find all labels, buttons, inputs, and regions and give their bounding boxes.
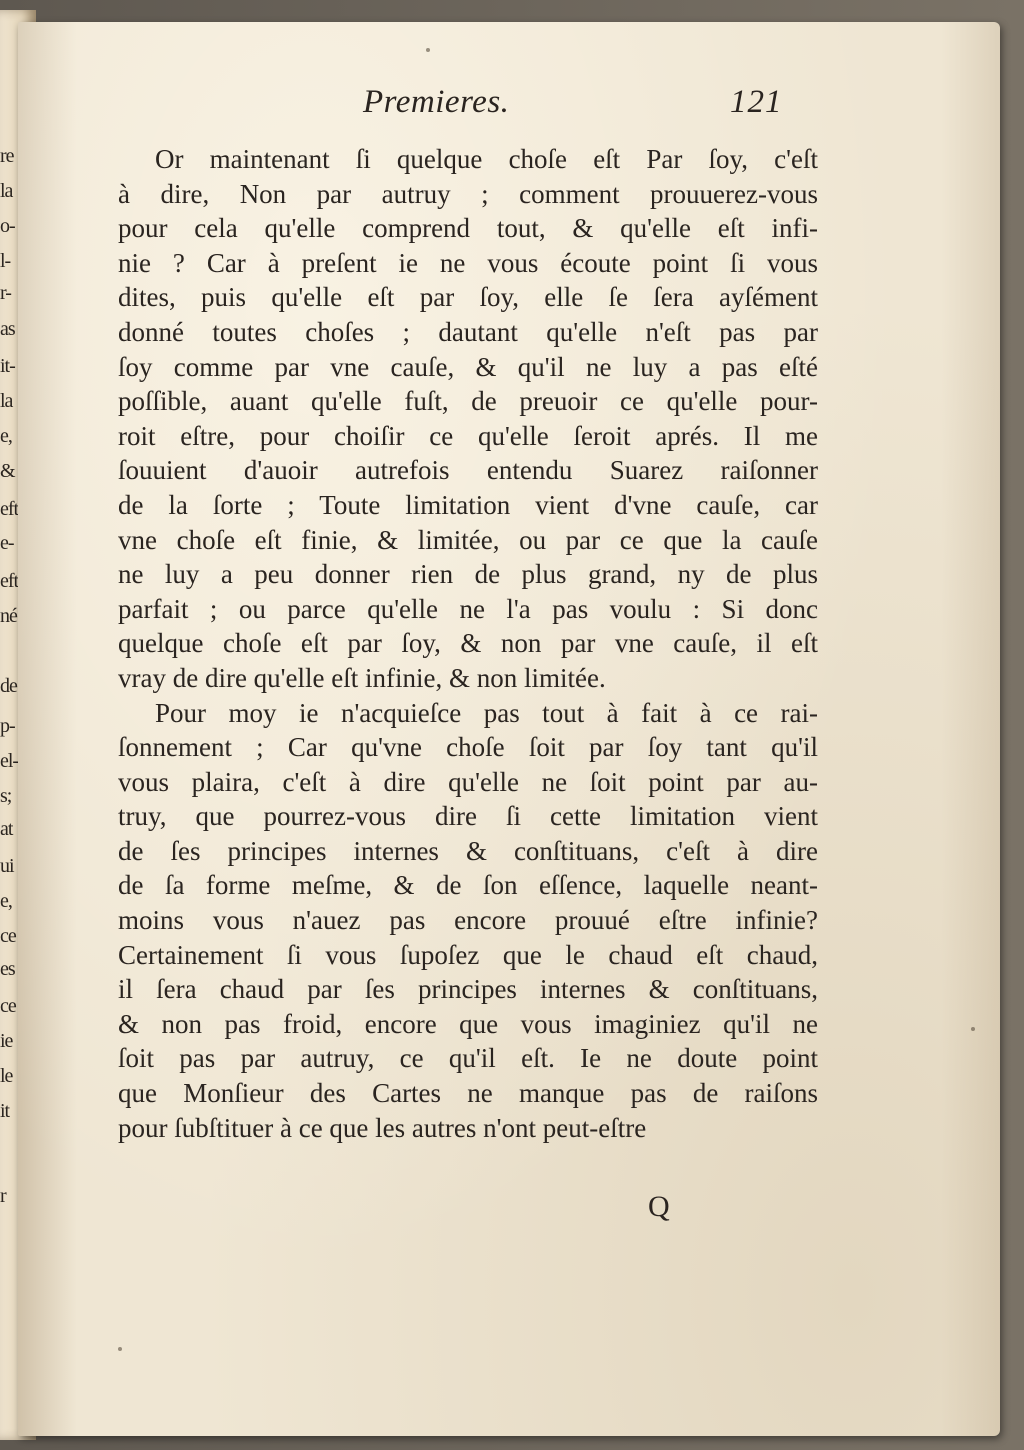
facing-page-fragment: la [0,180,13,202]
facing-page-fragment: e, [0,890,12,912]
paper-speck [971,1027,975,1031]
text-line: Or maintenant ſi quelque choſe eſt Par ſoy, c'eſt [155,144,818,174]
text-line: ſoy comme par vne cauſe, & qu'il ne luy a pas eſté [118,351,818,382]
text-line: quelque choſe eſt par ſoy, & non par vne cauſe, il eſt [118,628,818,659]
facing-page-fragment: eft [0,570,19,592]
facing-page-fragment: el- [0,750,19,772]
text-line: donné toutes choſes ; dautant qu'elle n'eſt pas par [118,316,818,347]
facing-page-fragment: s; [0,785,12,807]
text-line: de la ſorte ; Toute limitation vient d'vne cauſe, car [118,489,818,520]
text-line: parfait ; ou parce qu'elle ne l'a pas voulu : Si donc [118,593,818,624]
paper-speck [118,1347,122,1351]
facing-page-fragment: re [0,145,14,167]
text-line: ne luy a peu donner rien de plus grand, ny de plus [118,559,818,590]
text-line: vray de dire qu'elle eſt infinie, & non limitée. [118,662,606,693]
text-line: vous plaira, c'eſt à dire qu'elle ne ſoit point par au- [118,766,818,797]
facing-page-fragment: ui [0,855,14,877]
facing-page-fragment: r [0,1185,6,1207]
text-line: nie ? Car à preſent ie ne vous écoute point ſi vous [118,247,818,278]
paper-speck [426,48,430,52]
facing-page-fragment: ie [0,1030,13,1052]
text-line: moins vous n'auez pas encore prouué eſtre infinie? [118,905,818,936]
text-line: ſoit pas par autruy, ce qu'il eſt. Ie ne doute point [118,1043,818,1074]
facing-page-fragment: de [0,675,17,697]
text-line: de ſes principes internes & conſtituans, c'eſt à dire [118,835,818,866]
facing-page-fragment: e- [0,532,14,554]
text-line: poſſible, auant qu'elle fuſt, de preuoir ce qu'elle pour- [118,386,818,417]
book-page [18,22,1000,1436]
text-line: de ſa forme meſme, & de ſon eſſence, laquelle neant- [118,870,818,901]
text-line: & non pas froid, encore que vous imaginiez qu'il ne [118,1008,818,1039]
facing-page-fragment: p- [0,715,15,737]
facing-page-fragment: o- [0,215,15,237]
facing-page-fragment: it- [0,355,15,377]
running-head: Premieres. [363,84,510,120]
facing-page-fragment: r- [0,282,11,304]
text-line: roit eſtre, pour choiſir ce qu'elle ſeroit aprés. Il me [118,420,818,451]
body-text [118,142,818,1145]
text-line: ſonnement ; Car qu'vne choſe ſoit par ſoy tant qu'il [118,732,818,763]
page-header [18,84,1000,134]
facing-page-fragment: le [0,1065,13,1087]
facing-page-fragment: e, [0,425,12,447]
text-line: ſouuient d'auoir autrefois entendu Suarez raiſonner [118,455,818,486]
facing-page-fragment: eft [0,498,19,520]
text-line: il ſera chaud par ſes principes internes & conſtituans, [118,974,818,1005]
text-line: pour ſubſtituer à ce que les autres n'ont peut-eſtre [118,1112,647,1143]
text-line: Certainement ſi vous ſupoſez que le chaud eſt chaud, [118,939,818,970]
facing-page-fragment: as [0,318,15,340]
facing-page-fragment: la [0,390,13,412]
text-line: pour cela qu'elle comprend tout, & qu'elle eſt infi- [118,213,818,244]
text-line: à dire, Non par autruy ; comment prouuerez-vous [118,178,818,209]
text-line: dites, puis qu'elle eſt par ſoy, elle ſe ſera ayſément [118,282,818,313]
text-line: truy, que pourrez-vous dire ſi cette limitation vient [118,801,818,832]
text-line: que Monſieur des Cartes ne manque pas de raiſons [118,1078,818,1109]
facing-page-fragment: at [0,818,13,840]
text-line: vne choſe eſt finie, & limitée, ou par ce que la cauſe [118,524,818,555]
facing-page-fragment: né [0,605,17,627]
text-line: Pour moy ie n'acquieſce pas tout à fait à ce rai- [155,697,818,728]
facing-page-fragment: it [0,1100,10,1122]
facing-page-fragment: ce [0,925,16,947]
catchword: Q [648,1190,670,1223]
facing-page-fragment: & [0,460,15,482]
page-number: 121 [730,84,783,120]
facing-page-fragment: ce [0,995,16,1017]
facing-page-fragment: l- [0,250,11,272]
facing-page-fragment: es [0,958,15,980]
